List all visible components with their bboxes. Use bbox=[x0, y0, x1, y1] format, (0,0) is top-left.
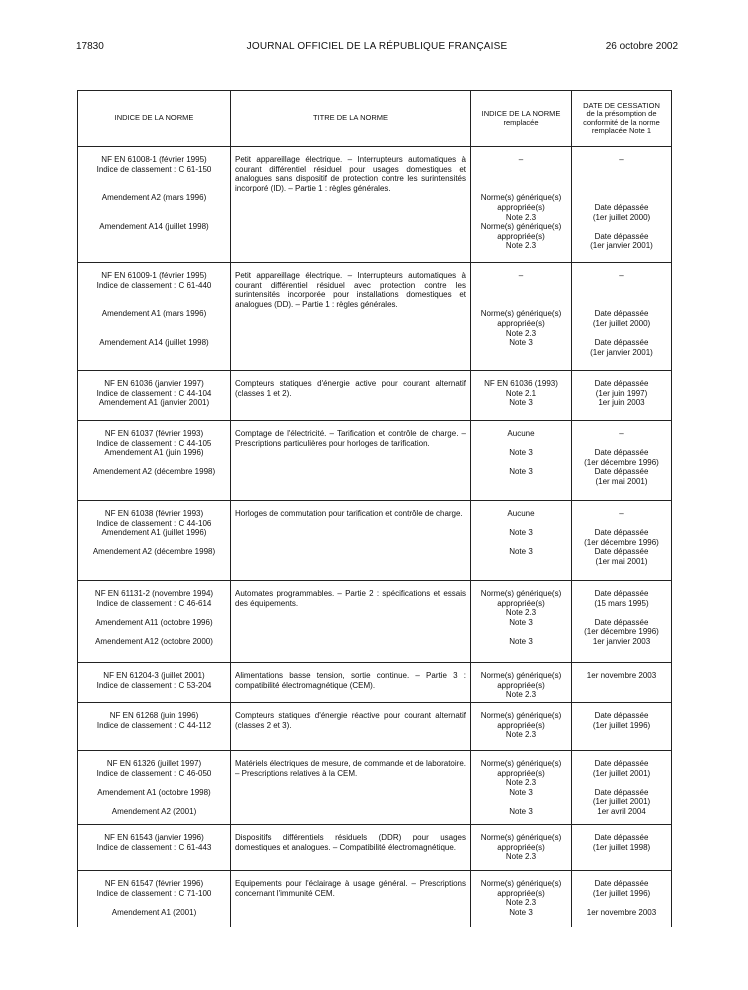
cell-line bbox=[82, 627, 226, 637]
cell-line: 1er novembre 2003 bbox=[586, 907, 657, 917]
cell-line: 1er avril 2004 bbox=[597, 806, 646, 816]
page-header bbox=[76, 41, 678, 55]
cell-line bbox=[82, 778, 226, 788]
cell-titre bbox=[231, 501, 471, 581]
cell-date-cessation bbox=[572, 663, 672, 703]
cell-remplacee bbox=[471, 581, 572, 663]
cell-line: Date dépassée bbox=[594, 202, 649, 212]
cell-remplacee bbox=[471, 147, 572, 263]
cell-line bbox=[576, 439, 667, 449]
cell-line: appropriée(s) bbox=[497, 720, 545, 730]
cell-indice bbox=[78, 703, 231, 751]
cell-line: Compteurs statiques d'énergie active pour courant alternatif (classes 1 et 2). bbox=[235, 379, 466, 398]
cell-date-cessation bbox=[572, 263, 672, 371]
cell-line: (1er juillet 2001) bbox=[592, 797, 651, 807]
table-row bbox=[78, 751, 672, 825]
cell-line: Alimentations basse tension, sortie continue. – Partie 3 : compatibilité électromagnétique (CEM). bbox=[235, 671, 466, 690]
cell-line: Date dépassée bbox=[594, 787, 649, 797]
cell-line bbox=[576, 174, 667, 184]
cell-line: Amendement A2 (décembre 1998) bbox=[92, 467, 216, 477]
cell-titre bbox=[231, 751, 471, 825]
cell-line: appropriée(s) bbox=[497, 202, 545, 212]
cell-line bbox=[576, 898, 667, 908]
cell-line: – bbox=[518, 155, 524, 164]
cell-line: Amendement A1 (octobre 1998) bbox=[97, 787, 211, 797]
cell-line: Note 3 bbox=[509, 547, 533, 557]
cell-line: Amendement A1 (juillet 1996) bbox=[101, 528, 207, 538]
cell-line: NF EN 61037 (février 1993) bbox=[104, 429, 204, 438]
cell-line: Note 3 bbox=[509, 338, 533, 348]
cell-date-cessation bbox=[572, 751, 672, 825]
cell-line: – bbox=[619, 271, 624, 280]
cell-line bbox=[576, 519, 667, 529]
cell-line bbox=[475, 519, 567, 529]
cell-line: NF EN 61036 (janvier 1997) bbox=[104, 379, 204, 388]
cell-line: Indice de classement : C 44-104 bbox=[96, 388, 212, 398]
cell-line: NF EN 61543 (janvier 1996) bbox=[104, 833, 204, 842]
cell-line: Note 2.3 bbox=[505, 690, 537, 700]
cell-line: Matériels électriques de mesure, de commande et de laboratoire. – Prescriptions relatives à la CEM. bbox=[235, 759, 466, 778]
column-header-indice: INDICE DE LA NORME bbox=[78, 91, 231, 147]
cell-line bbox=[475, 797, 567, 807]
cell-line: NF EN 61008-1 (février 1995) bbox=[101, 155, 207, 164]
cell-line: Amendement A2 (mars 1996) bbox=[101, 193, 207, 203]
cell-line: Indice de classement : C 53-204 bbox=[96, 680, 212, 690]
cell-line bbox=[475, 174, 567, 184]
cell-line: (1er janvier 2001) bbox=[590, 241, 653, 251]
cell-line: Note 2.3 bbox=[505, 328, 537, 338]
cell-line: Note 2.3 bbox=[505, 241, 537, 251]
cell-line: Norme(s) générique(s) bbox=[480, 759, 562, 768]
cell-line: (1er juillet 1996) bbox=[592, 720, 651, 730]
table-row bbox=[78, 371, 672, 421]
cell-line: Indice de classement : C 46-050 bbox=[96, 768, 212, 778]
cell-line: Horloges de commutation pour tarification et contrôle de charge. bbox=[235, 509, 463, 518]
cell-line bbox=[82, 203, 226, 213]
cell-line: Indice de classement : C 44-106 bbox=[96, 518, 212, 528]
cell-remplacee bbox=[471, 371, 572, 421]
cell-line: Amendement A2 (2001) bbox=[111, 806, 197, 816]
cell-line: Amendement A2 (décembre 1998) bbox=[92, 547, 216, 557]
cell-line bbox=[82, 797, 226, 807]
cell-line: Norme(s) générique(s) bbox=[480, 589, 562, 598]
cell-line: Aucune bbox=[507, 509, 535, 518]
cell-line bbox=[82, 319, 226, 329]
cell-line bbox=[82, 300, 226, 310]
cell-indice bbox=[78, 581, 231, 663]
cell-date-cessation bbox=[572, 871, 672, 927]
cell-line bbox=[576, 222, 667, 232]
table-row bbox=[78, 581, 672, 663]
cell-line: – bbox=[619, 429, 624, 438]
cell-line: Date dépassée bbox=[594, 379, 649, 388]
cell-line bbox=[82, 329, 226, 339]
cell-line: (1er juin 1997) bbox=[595, 388, 648, 398]
cell-line: Date dépassée bbox=[594, 231, 649, 241]
cell-line: Indice de classement : C 71-100 bbox=[96, 888, 212, 898]
cell-line: Note 2.3 bbox=[505, 212, 537, 222]
table-row bbox=[78, 421, 672, 501]
cell-line: Amendement A1 (janvier 2001) bbox=[98, 398, 210, 408]
cell-line: Date dépassée bbox=[594, 589, 649, 598]
cell-line: Indice de classement : C 61-440 bbox=[96, 280, 212, 290]
cell-line: Norme(s) générique(s) bbox=[480, 879, 562, 888]
cell-line bbox=[82, 290, 226, 300]
cell-line: (1er mai 2001) bbox=[595, 476, 648, 486]
table-row bbox=[78, 663, 672, 703]
cell-line bbox=[82, 458, 226, 468]
cell-line: Norme(s) générique(s) bbox=[480, 671, 562, 680]
table-row bbox=[78, 147, 672, 263]
cell-line: Note 3 bbox=[509, 907, 533, 917]
cell-line: Comptage de l'électricité. – Tarification et contrôle de charge. – Prescriptions particulières pour horloges de tarification. bbox=[235, 429, 466, 448]
cell-remplacee bbox=[471, 501, 572, 581]
cell-indice bbox=[78, 871, 231, 927]
cell-line: Indice de classement : C 44-105 bbox=[96, 438, 212, 448]
table-row bbox=[78, 501, 672, 581]
table-body bbox=[78, 147, 672, 927]
cell-line: Norme(s) générique(s) bbox=[480, 222, 562, 232]
cell-line: Norme(s) générique(s) bbox=[480, 711, 562, 720]
cell-date-cessation bbox=[572, 825, 672, 871]
cell-titre bbox=[231, 581, 471, 663]
cell-line: Petit appareillage électrique. – Interrupteurs automatiques à courant différentiel résiduel pour usages domestiques et analogues sans dispositif de protection contre les surintensités incorporé (ID). – Partie 1 : règles générales. bbox=[235, 155, 466, 193]
cell-line: Note 3 bbox=[509, 636, 533, 646]
cell-line: Amendement A1 (2001) bbox=[111, 907, 197, 917]
cell-line: Amendement A12 (octobre 2000) bbox=[95, 636, 213, 646]
cell-line: (1er décembre 1996) bbox=[584, 537, 659, 547]
cell-line: NF EN 61038 (février 1993) bbox=[104, 509, 204, 518]
cell-date-cessation bbox=[572, 371, 672, 421]
cell-line bbox=[576, 290, 667, 300]
cell-line: NF EN 61036 (1993) bbox=[484, 379, 558, 388]
cell-line bbox=[475, 184, 567, 194]
journal-title: JOURNAL OFFICIEL DE LA RÉPUBLIQUE FRANÇAISE bbox=[246, 41, 508, 52]
cell-line: Note 2.1 bbox=[505, 388, 537, 398]
cell-indice bbox=[78, 751, 231, 825]
cell-line bbox=[82, 538, 226, 548]
cell-line: Note 2.3 bbox=[505, 778, 537, 788]
page-number: 17830 bbox=[76, 41, 104, 52]
cell-line bbox=[475, 439, 567, 449]
cell-line: (1er décembre 1996) bbox=[584, 457, 659, 467]
cell-line: Amendement A14 (juillet 1998) bbox=[99, 222, 209, 232]
cell-line: Note 3 bbox=[509, 787, 533, 797]
cell-line: appropriée(s) bbox=[497, 680, 545, 690]
cell-line: Note 3 bbox=[509, 448, 533, 458]
cell-line bbox=[475, 165, 567, 175]
cell-line bbox=[475, 290, 567, 300]
cell-remplacee bbox=[471, 263, 572, 371]
cell-line: Date dépassée bbox=[594, 547, 649, 557]
cell-indice bbox=[78, 263, 231, 371]
cell-line bbox=[576, 329, 667, 339]
cell-line: (1er janvier 2001) bbox=[590, 347, 653, 357]
cell-line: Amendement A1 (mars 1996) bbox=[101, 309, 207, 319]
cell-remplacee bbox=[471, 703, 572, 751]
cell-date-cessation bbox=[572, 581, 672, 663]
cell-line bbox=[576, 184, 667, 194]
cell-line: appropriée(s) bbox=[497, 318, 545, 328]
cell-line: (1er juillet 1998) bbox=[592, 842, 651, 852]
cell-line: appropriée(s) bbox=[497, 231, 545, 241]
cell-line bbox=[82, 898, 226, 908]
cell-line bbox=[82, 213, 226, 223]
cell-line: 1er novembre 2003 bbox=[586, 671, 657, 680]
cell-line: (1er mai 2001) bbox=[595, 556, 648, 566]
cell-titre bbox=[231, 371, 471, 421]
cell-line: Date dépassée bbox=[594, 833, 649, 842]
cell-titre bbox=[231, 421, 471, 501]
cell-titre bbox=[231, 663, 471, 703]
cell-line: (15 mars 1995) bbox=[594, 598, 649, 608]
cell-line: Date dépassée bbox=[594, 528, 649, 538]
cell-line: Amendement A14 (juillet 1998) bbox=[99, 338, 209, 348]
table-row bbox=[78, 703, 672, 751]
cell-line: Note 2.3 bbox=[505, 898, 537, 908]
cell-line: Note 2.3 bbox=[505, 852, 537, 862]
cell-line bbox=[475, 538, 567, 548]
table-row bbox=[78, 825, 672, 871]
cell-line: NF EN 61547 (février 1996) bbox=[104, 879, 204, 888]
cell-remplacee bbox=[471, 421, 572, 501]
cell-indice bbox=[78, 663, 231, 703]
cell-line bbox=[475, 627, 567, 637]
cell-remplacee bbox=[471, 825, 572, 871]
cell-remplacee bbox=[471, 871, 572, 927]
cell-line: NF EN 61009-1 (février 1995) bbox=[101, 271, 207, 280]
cell-line: Date dépassée bbox=[594, 467, 649, 477]
cell-line: – bbox=[619, 155, 624, 164]
cell-line: (1er juillet 2000) bbox=[592, 212, 651, 222]
cell-indice bbox=[78, 147, 231, 263]
cell-line: Automates programmables. – Partie 2 : spécifications et essais des équipements. bbox=[235, 589, 466, 608]
cell-line: (1er décembre 1996) bbox=[584, 627, 659, 637]
cell-line: – bbox=[619, 509, 624, 518]
cell-line: Dispositifs différentiels résiduels (DDR) pour usages domestiques et analogues. – Compatibilité électromagnétique. bbox=[235, 833, 466, 852]
issue-date: 26 octobre 2002 bbox=[605, 41, 678, 52]
cell-line: Note 3 bbox=[509, 617, 533, 627]
cell-line bbox=[475, 300, 567, 310]
cell-date-cessation bbox=[572, 501, 672, 581]
table-header-row bbox=[78, 91, 672, 147]
cell-titre bbox=[231, 825, 471, 871]
cell-line: Amendement A1 (juin 1996) bbox=[104, 448, 204, 458]
cell-line: Date dépassée bbox=[594, 309, 649, 319]
cell-line: Indice de classement : C 61-150 bbox=[96, 164, 212, 174]
cell-line bbox=[576, 778, 667, 788]
cell-line: Norme(s) générique(s) bbox=[480, 193, 562, 203]
cell-indice bbox=[78, 825, 231, 871]
cell-line: Indice de classement : C 44-112 bbox=[96, 720, 212, 730]
cell-remplacee bbox=[471, 751, 572, 825]
cell-line: Date dépassée bbox=[594, 879, 649, 888]
cell-line: NF EN 61326 (juillet 1997) bbox=[106, 759, 202, 768]
cell-line: Date dépassée bbox=[594, 617, 649, 627]
cell-indice bbox=[78, 421, 231, 501]
cell-line: appropriée(s) bbox=[497, 768, 545, 778]
cell-line bbox=[576, 193, 667, 203]
cell-line: NF EN 61131-2 (novembre 1994) bbox=[94, 589, 214, 598]
cell-line: – bbox=[518, 271, 524, 280]
column-header-remplacee: INDICE DE LA NORME remplacée bbox=[471, 91, 572, 147]
cell-indice bbox=[78, 371, 231, 421]
cell-line: (1er juillet 2000) bbox=[592, 318, 651, 328]
table-row bbox=[78, 871, 672, 927]
cell-titre bbox=[231, 263, 471, 371]
cell-line bbox=[576, 300, 667, 310]
cell-line: 1er juin 2003 bbox=[598, 398, 645, 408]
cell-line bbox=[576, 281, 667, 291]
cell-line: Date dépassée bbox=[594, 338, 649, 348]
cell-line: Date dépassée bbox=[594, 448, 649, 458]
cell-line: Note 2.3 bbox=[505, 608, 537, 618]
cell-line: Date dépassée bbox=[594, 711, 649, 720]
cell-line: Note 3 bbox=[509, 398, 533, 408]
cell-line: appropriée(s) bbox=[497, 842, 545, 852]
cell-line: Equipements pour l'éclairage à usage général. – Prescriptions concernant l'immunité CEM. bbox=[235, 879, 466, 898]
cell-titre bbox=[231, 147, 471, 263]
cell-titre bbox=[231, 703, 471, 751]
cell-line: Aucune bbox=[507, 429, 535, 438]
cell-line: Indice de classement : C 61-443 bbox=[96, 842, 212, 852]
cell-line: Petit appareillage électrique. – Interrupteurs automatiques à courant différentiel résiduel avec protection contre les surintensités incorporée pour installations domestiques et analogues (DD). – Partie 1 : règles générales. bbox=[235, 271, 466, 309]
table-row bbox=[78, 263, 672, 371]
cell-line: appropriée(s) bbox=[497, 598, 545, 608]
cell-line bbox=[82, 184, 226, 194]
cell-line bbox=[576, 165, 667, 175]
cell-line: Note 3 bbox=[509, 467, 533, 477]
cell-line: Note 3 bbox=[509, 806, 533, 816]
cell-line: Note 3 bbox=[509, 528, 533, 538]
cell-remplacee bbox=[471, 663, 572, 703]
cell-line: Indice de classement : C 46-614 bbox=[96, 598, 212, 608]
cell-line bbox=[82, 174, 226, 184]
cell-line bbox=[82, 608, 226, 618]
cell-titre bbox=[231, 871, 471, 927]
cell-date-cessation bbox=[572, 421, 672, 501]
cell-line: (1er juillet 1996) bbox=[592, 888, 651, 898]
cell-line: Amendement A11 (octobre 1996) bbox=[95, 617, 213, 627]
cell-date-cessation bbox=[572, 147, 672, 263]
cell-line bbox=[475, 458, 567, 468]
cell-line: appropriée(s) bbox=[497, 888, 545, 898]
cell-line: Date dépassée bbox=[594, 759, 649, 768]
column-header-titre: TITRE DE LA NORME bbox=[231, 91, 471, 147]
cell-line: Compteurs statiques d'énergie réactive pour courant alternatif (classes 2 et 3). bbox=[235, 711, 466, 730]
column-header-date-cessation: DATE DE CESSATION de la présomption de conformité de la norme remplacée Note 1 bbox=[572, 91, 672, 147]
cell-line: Norme(s) générique(s) bbox=[480, 833, 562, 842]
cell-line bbox=[576, 608, 667, 618]
cell-line: 1er janvier 2003 bbox=[592, 636, 651, 646]
standards-table bbox=[77, 90, 672, 927]
cell-line: NF EN 61204-3 (juillet 2001) bbox=[103, 671, 205, 680]
cell-line: (1er juillet 2001) bbox=[592, 768, 651, 778]
cell-line bbox=[475, 281, 567, 291]
cell-line: Note 2.3 bbox=[505, 730, 537, 740]
cell-date-cessation bbox=[572, 703, 672, 751]
cell-line: NF EN 61268 (juin 1996) bbox=[109, 711, 199, 720]
cell-indice bbox=[78, 501, 231, 581]
cell-line: Norme(s) générique(s) bbox=[480, 309, 562, 319]
